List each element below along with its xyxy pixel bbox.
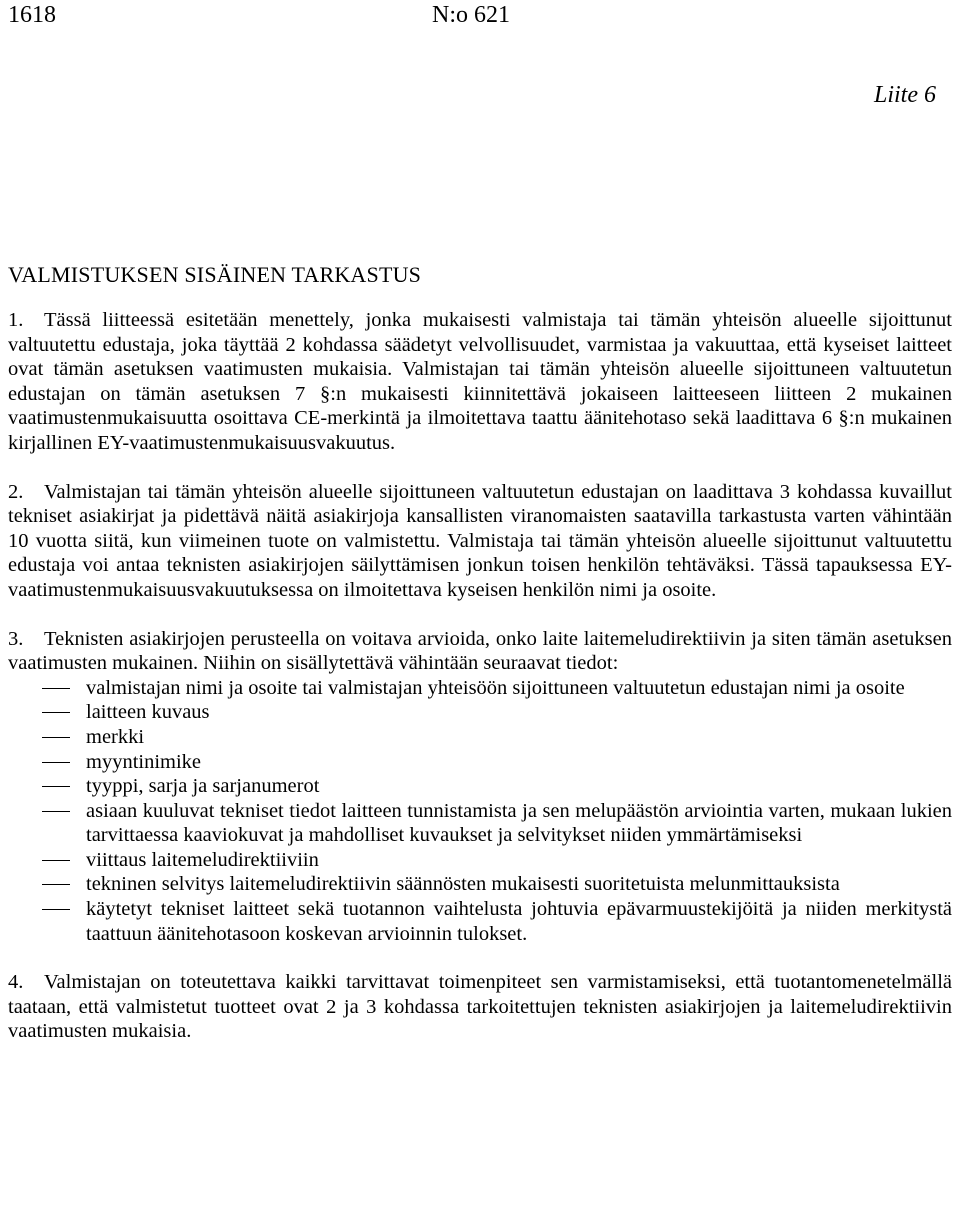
list-item-text: tekninen selvitys laitemeludirektiivin säännösten mukaisesti suoritetuista melunmittauksista [86, 873, 840, 896]
paragraph-text: Valmistajan tai tämän yhteisön alueelle sijoittuneen valtuutetun edustajan on laadittava 3 kohdassa kuvaillut tekniset asiakirjat ja pidettävä näitä asiakirjoja kansallisten viranomaisten saatavilla tarkastusta varten vähintään 10 vuotta siitä, kun viimeinen tuote on valmistettu. Valmistaja tai tämän yhteisön alueelle sijoittunut valtuutettu edustaja voi antaa teknisten asiakirjojen säilyttämisen jonkun toisen henkilön tehtäväksi. Tässä tapauksessa EY-vaatimustenmukaisuusvakuutuksessa on ilmoitettava kyseisen henkilön nimi ja osoite. [8, 480, 952, 601]
spacer [8, 456, 952, 480]
list-item [8, 676, 952, 701]
list-item [8, 700, 952, 725]
dash-bullet [42, 884, 70, 885]
list-item-text: valmistajan nimi ja osoite tai valmistajan yhteisöön sijoittuneen valtuutetun edustajan nimi ja osoite [86, 676, 905, 699]
section-title: VALMISTUKSEN SISÄINEN TARKASTUS [8, 262, 422, 287]
list-item [8, 872, 952, 897]
paragraph-3 [8, 627, 952, 676]
paragraph-text: Teknisten asiakirjojen perusteella on voitava arvioida, onko laite laitemeludirektiivin ja siten tämän asetuksen vaatimusten mukainen. Niihin on sisällytettävä vähintään seuraavat tiedot: [8, 627, 952, 675]
dash-bullet [42, 688, 70, 689]
dash-bullet [42, 786, 70, 787]
paragraph-text: Valmistajan on toteutettava kaikki tarvittavat toimenpiteet sen varmistamiseksi, että tuotantomenetelmällä taataan, että valmistetut tuotteet ovat 2 ja 3 kohdassa tarkoitettujen teknisten asiakirjojen ja laitemeludirektiivin vaatimusten mukaisia. [8, 971, 952, 1043]
list-item [8, 725, 952, 750]
list-item-text: myyntinimike [86, 750, 202, 773]
dash-bullet [42, 762, 70, 763]
paragraph-number: 3. [8, 627, 24, 650]
paragraph-4 [8, 970, 952, 1044]
page-number: 1618 [8, 2, 56, 28]
list-item-text: merkki [86, 725, 145, 748]
spacer [8, 603, 952, 627]
dash-bullet [42, 737, 70, 738]
dash-bullet [42, 712, 70, 713]
dash-bullet [42, 811, 70, 812]
list-item-text: viittaus laitemeludirektiiviin [86, 848, 319, 871]
list-item [8, 897, 952, 946]
paragraph-1 [8, 308, 952, 456]
list-item [8, 774, 952, 799]
list-item-text: tyyppi, sarja ja sarjanumerot [86, 775, 320, 798]
list-item-text: asiaan kuuluvat tekniset tiedot laitteen tunnistamista ja sen melupäästön arviointia varten, mukaan lukien tarvittaessa kaaviokuvat ja mahdolliset kuvaukset ja selvitykset niiden ymmärtämiseksi [86, 799, 952, 847]
list-item-text: laitteen kuvaus [86, 701, 210, 724]
paragraph-2 [8, 480, 952, 603]
appendix-label: Liite 6 [873, 82, 936, 108]
document-body [8, 308, 952, 1044]
paragraph-number: 4. [8, 971, 24, 994]
list-item [8, 799, 952, 848]
spacer [8, 946, 952, 970]
document-number: N:o 621 [432, 2, 510, 28]
list-item [8, 750, 952, 775]
list-item-text: käytetyt tekniset laitteet sekä tuotannon vaihtelusta johtuvia epävarmuustekijöitä ja niiden merkitystä taattuun äänitehotasoon koskevan arvioinnin tulokset. [86, 898, 952, 945]
paragraph-number: 1. [8, 309, 24, 331]
required-info-list [8, 676, 952, 947]
dash-bullet [42, 909, 70, 910]
paragraph-number: 2. [8, 480, 24, 503]
paragraph-text: Tässä liitteessä esitetään menettely, jonka mukaisesti valmistaja tai tämän yhteisön alueelle sijoittunut valtuutettu edustaja, joka täyttää 2 kohdassa säädetyt velvollisuudet, varmistaa ja vakuuttaa, että kyseiset laitteet ovat tämän asetuksen vaatimusten mukaisia. Valmistajan tai tämän yhteisön alueelle sijoittuneen valtuutetun edustajan on tämän asetuksen 7 §:n mukaisesti kiinnitettävä jokaiseen laitteeseen liitteen 2 mukainen vaatimustenmukaisuutta osoittava CE-merkintä ja ilmoitettava taattu äänitehotaso sekä laadittava 6 §:n mukainen kirjallinen EY-vaatimustenmukaisuusvakuutus. [8, 309, 952, 454]
dash-bullet [42, 860, 70, 861]
list-item [8, 848, 952, 873]
